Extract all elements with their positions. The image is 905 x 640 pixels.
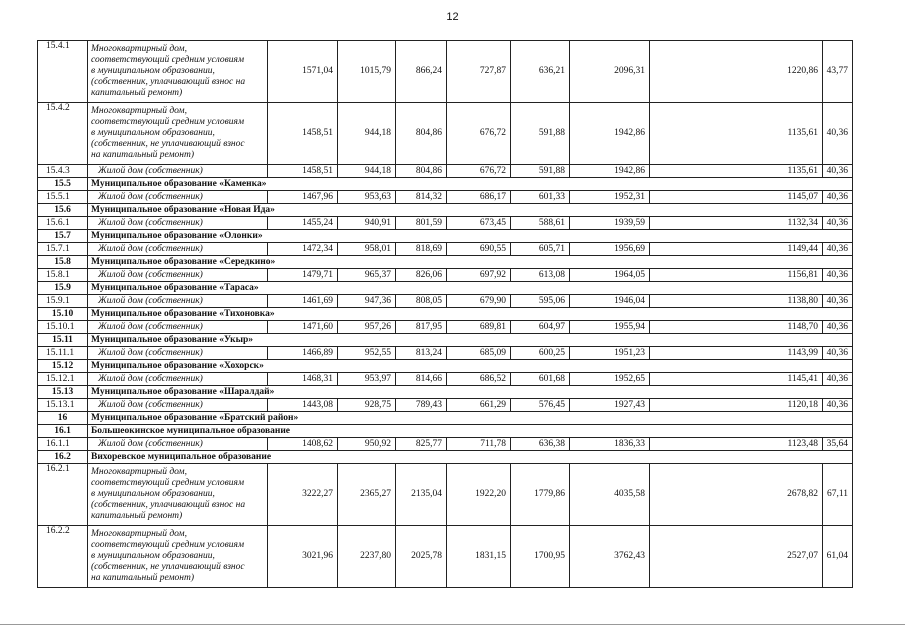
table-row — [38, 103, 853, 165]
value-cell: 613,08 — [511, 269, 570, 282]
row-code: 15.4.2 — [38, 103, 88, 165]
section-code: 16 — [38, 412, 88, 425]
section-header-row — [38, 256, 853, 269]
value-cell: 600,25 — [511, 347, 570, 360]
section-title: Муниципальное образование «Тараса» — [88, 282, 853, 295]
value-cell: 1458,51 — [268, 165, 338, 178]
value-cell: 689,81 — [447, 321, 511, 334]
row-description: Жилой дом (собственник) — [88, 165, 268, 178]
value-cell: 604,97 — [511, 321, 570, 334]
value-cell: 727,87 — [447, 41, 511, 103]
table-row — [38, 347, 853, 360]
row-code: 15.5.1 — [38, 191, 88, 204]
value-cell: 952,55 — [338, 347, 396, 360]
value-cell: 2527,07 — [650, 526, 823, 588]
table-row — [38, 464, 853, 526]
value-cell: 1149,44 — [650, 243, 823, 256]
section-title: Вихоревское муниципальное образование — [88, 451, 853, 464]
section-header-row — [38, 412, 853, 425]
table-body — [38, 41, 853, 588]
value-cell: 950,92 — [338, 438, 396, 451]
value-cell: 576,45 — [511, 399, 570, 412]
table-row — [38, 295, 853, 308]
row-description: Жилой дом (собственник) — [88, 399, 268, 412]
row-code: 15.12.1 — [38, 373, 88, 386]
value-cell: 1956,69 — [570, 243, 650, 256]
value-cell: 804,86 — [396, 165, 447, 178]
value-cell: 1939,59 — [570, 217, 650, 230]
section-code: 15.5 — [38, 178, 88, 191]
value-cell: 1132,34 — [650, 217, 823, 230]
section-header-row — [38, 425, 853, 438]
section-title: Муниципальное образование «Новая Ида» — [88, 204, 853, 217]
value-cell: 814,32 — [396, 191, 447, 204]
value-cell: 825,77 — [396, 438, 447, 451]
value-cell: 1145,41 — [650, 373, 823, 386]
value-cell: 1123,48 — [650, 438, 823, 451]
row-code: 16.2.2 — [38, 526, 88, 588]
value-cell: 673,45 — [447, 217, 511, 230]
value-cell: 1942,86 — [570, 103, 650, 165]
value-cell: 40,36 — [823, 347, 853, 360]
table-row — [38, 321, 853, 334]
value-cell: 1779,86 — [511, 464, 570, 526]
row-code: 16.1.1 — [38, 438, 88, 451]
value-cell: 808,05 — [396, 295, 447, 308]
value-cell: 40,36 — [823, 243, 853, 256]
value-cell: 818,69 — [396, 243, 447, 256]
value-cell: 40,36 — [823, 373, 853, 386]
section-code: 15.9 — [38, 282, 88, 295]
value-cell: 804,86 — [396, 103, 447, 165]
value-cell: 2678,82 — [650, 464, 823, 526]
value-cell: 3222,27 — [268, 464, 338, 526]
value-cell: 1466,89 — [268, 347, 338, 360]
value-cell: 1443,08 — [268, 399, 338, 412]
value-cell: 1951,23 — [570, 347, 650, 360]
value-cell: 67,11 — [823, 464, 853, 526]
table-row — [38, 373, 853, 386]
section-header-row — [38, 451, 853, 464]
row-description: Жилой дом (собственник) — [88, 295, 268, 308]
value-cell: 1952,65 — [570, 373, 650, 386]
table-row — [38, 165, 853, 178]
value-cell: 679,90 — [447, 295, 511, 308]
value-cell: 1468,31 — [268, 373, 338, 386]
value-cell: 1471,60 — [268, 321, 338, 334]
row-description: Многоквартирный дом, соответствующий средним условиям в муниципальном образовании, (собственник, уплачивающий взнос на капитальный ремонт) — [88, 41, 268, 103]
value-cell: 711,78 — [447, 438, 511, 451]
value-cell: 953,63 — [338, 191, 396, 204]
row-code: 15.10.1 — [38, 321, 88, 334]
table-row — [38, 399, 853, 412]
value-cell: 601,68 — [511, 373, 570, 386]
row-code: 15.7.1 — [38, 243, 88, 256]
value-cell: 928,75 — [338, 399, 396, 412]
row-code: 15.4.1 — [38, 41, 88, 103]
section-code: 15.11 — [38, 334, 88, 347]
value-cell: 1143,99 — [650, 347, 823, 360]
section-header-row — [38, 386, 853, 399]
value-cell: 1946,04 — [570, 295, 650, 308]
row-description: Многоквартирный дом, соответствующий средним условиям в муниципальном образовании, (собственник, уплачивающий взнос на капитальный ремонт) — [88, 464, 268, 526]
value-cell: 940,91 — [338, 217, 396, 230]
value-cell: 676,72 — [447, 103, 511, 165]
value-cell: 1836,33 — [570, 438, 650, 451]
table-row — [38, 191, 853, 204]
section-title: Муниципальное образование «Тихоновка» — [88, 308, 853, 321]
value-cell: 2096,31 — [570, 41, 650, 103]
value-cell: 595,06 — [511, 295, 570, 308]
value-cell: 61,04 — [823, 526, 853, 588]
value-cell: 1120,18 — [650, 399, 823, 412]
row-description: Жилой дом (собственник) — [88, 347, 268, 360]
value-cell: 2237,80 — [338, 526, 396, 588]
row-description: Жилой дом (собственник) — [88, 321, 268, 334]
table-row — [38, 438, 853, 451]
value-cell: 817,95 — [396, 321, 447, 334]
value-cell: 40,36 — [823, 269, 853, 282]
value-cell: 1942,86 — [570, 165, 650, 178]
value-cell: 591,88 — [511, 165, 570, 178]
value-cell: 1955,94 — [570, 321, 650, 334]
value-cell: 1220,86 — [650, 41, 823, 103]
value-cell: 588,61 — [511, 217, 570, 230]
value-cell: 957,26 — [338, 321, 396, 334]
value-cell: 866,24 — [396, 41, 447, 103]
section-code: 15.13 — [38, 386, 88, 399]
value-cell: 661,29 — [447, 399, 511, 412]
value-cell: 1571,04 — [268, 41, 338, 103]
value-cell: 601,33 — [511, 191, 570, 204]
value-cell: 2135,04 — [396, 464, 447, 526]
value-cell: 1138,80 — [650, 295, 823, 308]
section-code: 15.7 — [38, 230, 88, 243]
table-row — [38, 526, 853, 588]
value-cell: 690,55 — [447, 243, 511, 256]
value-cell: 1472,34 — [268, 243, 338, 256]
row-description: Жилой дом (собственник) — [88, 191, 268, 204]
row-description: Жилой дом (собственник) — [88, 217, 268, 230]
value-cell: 944,18 — [338, 165, 396, 178]
row-code: 15.4.3 — [38, 165, 88, 178]
section-header-row — [38, 308, 853, 321]
page-number: 12 — [446, 11, 459, 23]
section-title: Муниципальное образование «Укыр» — [88, 334, 853, 347]
value-cell: 2365,27 — [338, 464, 396, 526]
row-code: 15.8.1 — [38, 269, 88, 282]
row-description: Жилой дом (собственник) — [88, 243, 268, 256]
value-cell: 40,36 — [823, 217, 853, 230]
value-cell: 605,71 — [511, 243, 570, 256]
value-cell: 4035,58 — [570, 464, 650, 526]
value-cell: 1831,15 — [447, 526, 511, 588]
value-cell: 40,36 — [823, 103, 853, 165]
row-code: 15.9.1 — [38, 295, 88, 308]
value-cell: 685,09 — [447, 347, 511, 360]
section-code: 15.10 — [38, 308, 88, 321]
value-cell: 40,36 — [823, 191, 853, 204]
section-code: 16.2 — [38, 451, 88, 464]
section-title: Муниципальное образование «Олонки» — [88, 230, 853, 243]
row-code: 15.6.1 — [38, 217, 88, 230]
value-cell: 1148,70 — [650, 321, 823, 334]
value-cell: 636,38 — [511, 438, 570, 451]
value-cell: 1145,07 — [650, 191, 823, 204]
page-edge-line — [0, 624, 905, 625]
section-title: Большеокинское муниципальное образование — [88, 425, 853, 438]
value-cell: 1700,95 — [511, 526, 570, 588]
value-cell: 1927,43 — [570, 399, 650, 412]
row-description: Жилой дом (собственник) — [88, 438, 268, 451]
value-cell: 1135,61 — [650, 103, 823, 165]
value-cell: 43,77 — [823, 41, 853, 103]
value-cell: 3021,96 — [268, 526, 338, 588]
value-cell: 676,72 — [447, 165, 511, 178]
value-cell: 3762,43 — [570, 526, 650, 588]
section-code: 15.6 — [38, 204, 88, 217]
value-cell: 40,36 — [823, 165, 853, 178]
value-cell: 1156,81 — [650, 269, 823, 282]
value-cell: 40,36 — [823, 399, 853, 412]
value-cell: 40,36 — [823, 295, 853, 308]
value-cell: 1408,62 — [268, 438, 338, 451]
table-row — [38, 217, 853, 230]
section-header-row — [38, 360, 853, 373]
section-title: Муниципальное образование «Середкино» — [88, 256, 853, 269]
value-cell: 965,37 — [338, 269, 396, 282]
row-description: Жилой дом (собственник) — [88, 373, 268, 386]
section-title: Муниципальное образование «Братский район» — [88, 412, 853, 425]
value-cell: 636,21 — [511, 41, 570, 103]
value-cell: 686,52 — [447, 373, 511, 386]
table-row — [38, 41, 853, 103]
value-cell: 1952,31 — [570, 191, 650, 204]
section-code: 15.12 — [38, 360, 88, 373]
row-description: Многоквартирный дом, соответствующий средним условиям в муниципальном образовании, (собственник, не уплачивающий взнос на капитальный ремонт) — [88, 103, 268, 165]
value-cell: 40,36 — [823, 321, 853, 334]
row-code: 15.13.1 — [38, 399, 88, 412]
row-code: 16.2.1 — [38, 464, 88, 526]
section-header-row — [38, 282, 853, 295]
value-cell: 944,18 — [338, 103, 396, 165]
value-cell: 35,64 — [823, 438, 853, 451]
value-cell: 1467,96 — [268, 191, 338, 204]
section-header-row — [38, 334, 853, 347]
value-cell: 1015,79 — [338, 41, 396, 103]
value-cell: 1964,05 — [570, 269, 650, 282]
value-cell: 2025,78 — [396, 526, 447, 588]
row-code: 15.11.1 — [38, 347, 88, 360]
value-cell: 813,24 — [396, 347, 447, 360]
value-cell: 826,06 — [396, 269, 447, 282]
tariff-table — [37, 40, 853, 588]
value-cell: 591,88 — [511, 103, 570, 165]
row-description: Жилой дом (собственник) — [88, 269, 268, 282]
section-title: Муниципальное образование «Хохорск» — [88, 360, 853, 373]
value-cell: 686,17 — [447, 191, 511, 204]
row-description: Многоквартирный дом, соответствующий средним условиям в муниципальном образовании, (собственник, не уплачивающий взнос на капитальный ремонт) — [88, 526, 268, 588]
section-code: 15.8 — [38, 256, 88, 269]
section-title: Муниципальное образование «Шаралдай» — [88, 386, 853, 399]
value-cell: 1455,24 — [268, 217, 338, 230]
section-header-row — [38, 178, 853, 191]
section-header-row — [38, 230, 853, 243]
value-cell: 1458,51 — [268, 103, 338, 165]
table-row — [38, 243, 853, 256]
value-cell: 801,59 — [396, 217, 447, 230]
value-cell: 789,43 — [396, 399, 447, 412]
section-code: 16.1 — [38, 425, 88, 438]
value-cell: 947,36 — [338, 295, 396, 308]
value-cell: 697,92 — [447, 269, 511, 282]
section-title: Муниципальное образование «Каменка» — [88, 178, 853, 191]
value-cell: 814,66 — [396, 373, 447, 386]
value-cell: 1135,61 — [650, 165, 823, 178]
value-cell: 1922,20 — [447, 464, 511, 526]
value-cell: 1479,71 — [268, 269, 338, 282]
value-cell: 953,97 — [338, 373, 396, 386]
value-cell: 958,01 — [338, 243, 396, 256]
table-row — [38, 269, 853, 282]
value-cell: 1461,69 — [268, 295, 338, 308]
section-header-row — [38, 204, 853, 217]
